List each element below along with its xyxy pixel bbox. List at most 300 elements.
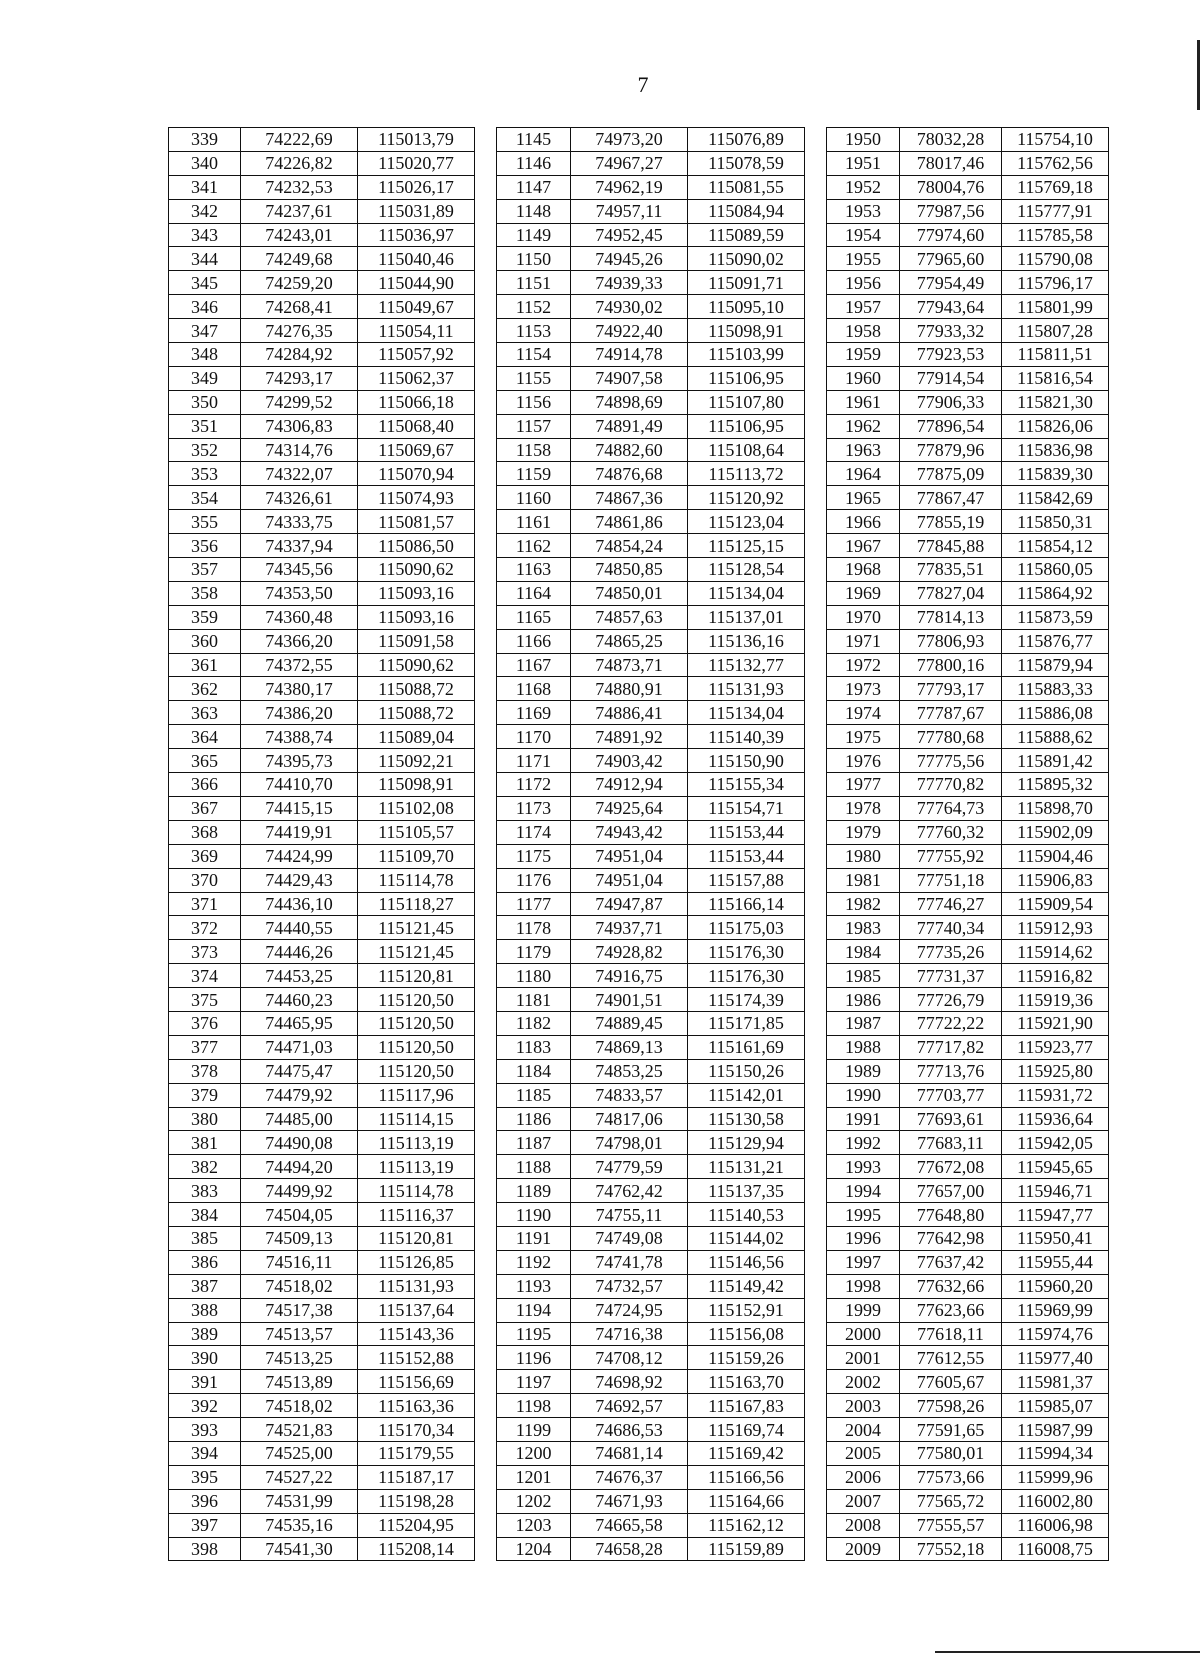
- point-number-cell: 364: [169, 725, 241, 749]
- point-number-cell: 1197: [497, 1370, 571, 1394]
- point-number-cell: 1176: [497, 868, 571, 892]
- x-coordinate-cell: 77703,77: [900, 1083, 1002, 1107]
- point-number-cell: 1969: [827, 581, 900, 605]
- x-coordinate-cell: 77573,66: [900, 1465, 1002, 1489]
- x-coordinate-cell: 77845,88: [900, 534, 1002, 558]
- y-coordinate-cell: 115098,91: [688, 319, 805, 343]
- x-coordinate-cell: 77565,72: [900, 1489, 1002, 1513]
- x-coordinate-cell: 74386,20: [241, 701, 358, 725]
- x-coordinate-cell: 77814,13: [900, 605, 1002, 629]
- y-coordinate-cell: 115987,99: [1002, 1418, 1109, 1442]
- x-coordinate-cell: 74867,36: [571, 486, 688, 510]
- point-number-cell: 1986: [827, 988, 900, 1012]
- x-coordinate-cell: 77605,67: [900, 1370, 1002, 1394]
- x-coordinate-cell: 74415,15: [241, 796, 358, 820]
- y-coordinate-cell: 116006,98: [1002, 1513, 1109, 1537]
- x-coordinate-cell: 74531,99: [241, 1489, 358, 1513]
- x-coordinate-cell: 77775,56: [900, 749, 1002, 773]
- point-number-cell: 1966: [827, 510, 900, 534]
- table-row: [169, 1131, 1109, 1155]
- table-row: [169, 1274, 1109, 1298]
- x-coordinate-cell: 74465,95: [241, 1011, 358, 1035]
- point-number-cell: 1997: [827, 1250, 900, 1274]
- point-number-cell: 1148: [497, 199, 571, 223]
- x-coordinate-cell: 77623,66: [900, 1298, 1002, 1322]
- point-number-cell: 354: [169, 486, 241, 510]
- point-number-cell: 1156: [497, 390, 571, 414]
- point-number-cell: 1990: [827, 1083, 900, 1107]
- y-coordinate-cell: 115092,21: [358, 749, 475, 773]
- column-group-separator: [805, 1179, 827, 1203]
- point-number-cell: 1173: [497, 796, 571, 820]
- x-coordinate-cell: 74967,27: [571, 151, 688, 175]
- column-group-separator: [805, 1537, 827, 1561]
- point-number-cell: 370: [169, 868, 241, 892]
- column-group-separator: [805, 892, 827, 916]
- y-coordinate-cell: 115120,50: [358, 1011, 475, 1035]
- column-group-separator: [475, 725, 497, 749]
- y-coordinate-cell: 115864,92: [1002, 581, 1109, 605]
- point-number-cell: 1952: [827, 175, 900, 199]
- point-number-cell: 1985: [827, 964, 900, 988]
- point-number-cell: 1184: [497, 1059, 571, 1083]
- y-coordinate-cell: 115969,99: [1002, 1298, 1109, 1322]
- y-coordinate-cell: 115204,95: [358, 1513, 475, 1537]
- y-coordinate-cell: 115854,12: [1002, 534, 1109, 558]
- point-number-cell: 369: [169, 844, 241, 868]
- x-coordinate-cell: 78004,76: [900, 175, 1002, 199]
- column-group-separator: [805, 964, 827, 988]
- table-row: [169, 223, 1109, 247]
- column-group-separator: [475, 1370, 497, 1394]
- y-coordinate-cell: 115031,89: [358, 199, 475, 223]
- point-number-cell: 342: [169, 199, 241, 223]
- x-coordinate-cell: 74755,11: [571, 1203, 688, 1227]
- column-group-separator: [475, 581, 497, 605]
- y-coordinate-cell: 115066,18: [358, 390, 475, 414]
- point-number-cell: 1976: [827, 749, 900, 773]
- y-coordinate-cell: 115176,30: [688, 940, 805, 964]
- y-coordinate-cell: 115117,96: [358, 1083, 475, 1107]
- point-number-cell: 1964: [827, 462, 900, 486]
- y-coordinate-cell: 115161,69: [688, 1035, 805, 1059]
- page-number: 7: [637, 72, 649, 97]
- point-number-cell: 1172: [497, 773, 571, 797]
- point-number-cell: 1200: [497, 1441, 571, 1465]
- y-coordinate-cell: 115126,85: [358, 1250, 475, 1274]
- y-coordinate-cell: 115169,74: [688, 1418, 805, 1442]
- y-coordinate-cell: 115036,97: [358, 223, 475, 247]
- y-coordinate-cell: 115062,37: [358, 366, 475, 390]
- x-coordinate-cell: 74817,06: [571, 1107, 688, 1131]
- column-group-separator: [805, 868, 827, 892]
- point-number-cell: 1155: [497, 366, 571, 390]
- table-row: [169, 438, 1109, 462]
- y-coordinate-cell: 115120,81: [358, 1226, 475, 1250]
- table-row: [169, 558, 1109, 582]
- x-coordinate-cell: 74850,01: [571, 581, 688, 605]
- y-coordinate-cell: 116002,80: [1002, 1489, 1109, 1513]
- table-row: [169, 629, 1109, 653]
- y-coordinate-cell: 115891,42: [1002, 749, 1109, 773]
- y-coordinate-cell: 115149,42: [688, 1274, 805, 1298]
- column-group-separator: [805, 438, 827, 462]
- point-number-cell: 1972: [827, 653, 900, 677]
- column-group-separator: [475, 151, 497, 175]
- point-number-cell: 1181: [497, 988, 571, 1012]
- y-coordinate-cell: 115176,30: [688, 964, 805, 988]
- y-coordinate-cell: 115078,59: [688, 151, 805, 175]
- column-group-separator: [475, 1250, 497, 1274]
- y-coordinate-cell: 115999,96: [1002, 1465, 1109, 1489]
- y-coordinate-cell: 115118,27: [358, 892, 475, 916]
- x-coordinate-cell: 74698,92: [571, 1370, 688, 1394]
- column-group-separator: [805, 773, 827, 797]
- column-group-separator: [805, 1011, 827, 1035]
- y-coordinate-cell: 115955,44: [1002, 1250, 1109, 1274]
- x-coordinate-cell: 74928,82: [571, 940, 688, 964]
- y-coordinate-cell: 115785,58: [1002, 223, 1109, 247]
- point-number-cell: 1186: [497, 1107, 571, 1131]
- x-coordinate-cell: 77987,56: [900, 199, 1002, 223]
- x-coordinate-cell: 77740,34: [900, 916, 1002, 940]
- table-row: [169, 390, 1109, 414]
- point-number-cell: 366: [169, 773, 241, 797]
- column-group-separator: [805, 319, 827, 343]
- y-coordinate-cell: 115134,04: [688, 581, 805, 605]
- y-coordinate-cell: 115156,08: [688, 1322, 805, 1346]
- y-coordinate-cell: 115950,41: [1002, 1226, 1109, 1250]
- x-coordinate-cell: 77914,54: [900, 366, 1002, 390]
- point-number-cell: 1187: [497, 1131, 571, 1155]
- point-number-cell: 1983: [827, 916, 900, 940]
- y-coordinate-cell: 115069,67: [358, 438, 475, 462]
- table-row: [169, 1418, 1109, 1442]
- y-coordinate-cell: 115167,83: [688, 1394, 805, 1418]
- y-coordinate-cell: 115120,50: [358, 988, 475, 1012]
- x-coordinate-cell: 74865,25: [571, 629, 688, 653]
- point-number-cell: 1957: [827, 295, 900, 319]
- point-number-cell: 1189: [497, 1179, 571, 1203]
- x-coordinate-cell: 74419,91: [241, 820, 358, 844]
- point-number-cell: 1146: [497, 151, 571, 175]
- y-coordinate-cell: 115106,95: [688, 366, 805, 390]
- table-row: [169, 605, 1109, 629]
- x-coordinate-cell: 74232,53: [241, 175, 358, 199]
- y-coordinate-cell: 115919,36: [1002, 988, 1109, 1012]
- column-group-separator: [475, 629, 497, 653]
- y-coordinate-cell: 115098,91: [358, 773, 475, 797]
- y-coordinate-cell: 115171,85: [688, 1011, 805, 1035]
- column-group-separator: [805, 1226, 827, 1250]
- x-coordinate-cell: 74681,14: [571, 1441, 688, 1465]
- column-group-separator: [475, 199, 497, 223]
- point-number-cell: 395: [169, 1465, 241, 1489]
- point-number-cell: 1182: [497, 1011, 571, 1035]
- x-coordinate-cell: 74226,82: [241, 151, 358, 175]
- column-group-separator: [475, 223, 497, 247]
- column-group-separator: [475, 773, 497, 797]
- x-coordinate-cell: 74268,41: [241, 295, 358, 319]
- y-coordinate-cell: 115879,94: [1002, 653, 1109, 677]
- column-group-separator: [475, 988, 497, 1012]
- x-coordinate-cell: 74876,68: [571, 462, 688, 486]
- point-number-cell: 1192: [497, 1250, 571, 1274]
- x-coordinate-cell: 77974,60: [900, 223, 1002, 247]
- y-coordinate-cell: 115974,76: [1002, 1322, 1109, 1346]
- y-coordinate-cell: 115114,78: [358, 868, 475, 892]
- column-group-separator: [475, 1274, 497, 1298]
- y-coordinate-cell: 115146,56: [688, 1250, 805, 1274]
- column-group-separator: [805, 151, 827, 175]
- column-group-separator: [805, 1370, 827, 1394]
- point-number-cell: 1995: [827, 1203, 900, 1227]
- x-coordinate-cell: 74833,57: [571, 1083, 688, 1107]
- column-group-separator: [805, 677, 827, 701]
- column-group-separator: [805, 725, 827, 749]
- x-coordinate-cell: 74314,76: [241, 438, 358, 462]
- x-coordinate-cell: 74237,61: [241, 199, 358, 223]
- x-coordinate-cell: 74947,87: [571, 892, 688, 916]
- x-coordinate-cell: 74916,75: [571, 964, 688, 988]
- y-coordinate-cell: 115136,16: [688, 629, 805, 653]
- point-number-cell: 1160: [497, 486, 571, 510]
- y-coordinate-cell: 115886,08: [1002, 701, 1109, 725]
- point-number-cell: 1956: [827, 271, 900, 295]
- y-coordinate-cell: 115143,36: [358, 1322, 475, 1346]
- x-coordinate-cell: 74943,42: [571, 820, 688, 844]
- x-coordinate-cell: 74499,92: [241, 1179, 358, 1203]
- point-number-cell: 1169: [497, 701, 571, 725]
- point-number-cell: 374: [169, 964, 241, 988]
- point-number-cell: 2006: [827, 1465, 900, 1489]
- x-coordinate-cell: 74945,26: [571, 247, 688, 271]
- point-number-cell: 1191: [497, 1226, 571, 1250]
- y-coordinate-cell: 115898,70: [1002, 796, 1109, 820]
- column-group-separator: [805, 558, 827, 582]
- x-coordinate-cell: 74952,45: [571, 223, 688, 247]
- y-coordinate-cell: 115175,03: [688, 916, 805, 940]
- point-number-cell: 1962: [827, 414, 900, 438]
- y-coordinate-cell: 115155,34: [688, 773, 805, 797]
- point-number-cell: 372: [169, 916, 241, 940]
- column-group-separator: [475, 1083, 497, 1107]
- table-row: [169, 892, 1109, 916]
- table-row: [169, 1346, 1109, 1370]
- point-number-cell: 397: [169, 1513, 241, 1537]
- column-group-separator: [805, 1274, 827, 1298]
- x-coordinate-cell: 77867,47: [900, 486, 1002, 510]
- column-group-separator: [805, 128, 827, 152]
- point-number-cell: 1993: [827, 1155, 900, 1179]
- column-group-separator: [805, 844, 827, 868]
- table-row: [169, 796, 1109, 820]
- column-group-separator: [805, 271, 827, 295]
- y-coordinate-cell: 115103,99: [688, 343, 805, 367]
- column-group-separator: [805, 390, 827, 414]
- y-coordinate-cell: 115125,15: [688, 534, 805, 558]
- x-coordinate-cell: 74326,61: [241, 486, 358, 510]
- column-group-separator: [475, 1465, 497, 1489]
- x-coordinate-cell: 74259,20: [241, 271, 358, 295]
- point-number-cell: 362: [169, 677, 241, 701]
- y-coordinate-cell: 115914,62: [1002, 940, 1109, 964]
- point-number-cell: 363: [169, 701, 241, 725]
- x-coordinate-cell: 74925,64: [571, 796, 688, 820]
- point-number-cell: 341: [169, 175, 241, 199]
- x-coordinate-cell: 74436,10: [241, 892, 358, 916]
- point-number-cell: 1177: [497, 892, 571, 916]
- x-coordinate-cell: 74513,57: [241, 1322, 358, 1346]
- x-coordinate-cell: 77806,93: [900, 629, 1002, 653]
- y-coordinate-cell: 115093,16: [358, 581, 475, 605]
- table-row: [169, 581, 1109, 605]
- y-coordinate-cell: 115981,37: [1002, 1370, 1109, 1394]
- x-coordinate-cell: 74440,55: [241, 916, 358, 940]
- y-coordinate-cell: 115128,54: [688, 558, 805, 582]
- point-number-cell: 1994: [827, 1179, 900, 1203]
- x-coordinate-cell: 74907,58: [571, 366, 688, 390]
- table-row: [169, 1250, 1109, 1274]
- x-coordinate-cell: 77755,92: [900, 844, 1002, 868]
- column-group-separator: [475, 1298, 497, 1322]
- y-coordinate-cell: 115977,40: [1002, 1346, 1109, 1370]
- column-group-separator: [805, 653, 827, 677]
- column-group-separator: [475, 1107, 497, 1131]
- table-row: [169, 916, 1109, 940]
- x-coordinate-cell: 74366,20: [241, 629, 358, 653]
- column-group-separator: [805, 1513, 827, 1537]
- y-coordinate-cell: 115994,34: [1002, 1441, 1109, 1465]
- x-coordinate-cell: 74337,94: [241, 534, 358, 558]
- point-number-cell: 368: [169, 820, 241, 844]
- point-number-cell: 393: [169, 1418, 241, 1442]
- table-row: [169, 844, 1109, 868]
- y-coordinate-cell: 115153,44: [688, 820, 805, 844]
- point-number-cell: 1171: [497, 749, 571, 773]
- y-coordinate-cell: 115925,80: [1002, 1059, 1109, 1083]
- x-coordinate-cell: 77787,67: [900, 701, 1002, 725]
- point-number-cell: 1178: [497, 916, 571, 940]
- column-group-separator: [475, 1346, 497, 1370]
- y-coordinate-cell: 115156,69: [358, 1370, 475, 1394]
- point-number-cell: 1158: [497, 438, 571, 462]
- y-coordinate-cell: 116008,75: [1002, 1537, 1109, 1561]
- y-coordinate-cell: 115116,37: [358, 1203, 475, 1227]
- x-coordinate-cell: 77735,26: [900, 940, 1002, 964]
- y-coordinate-cell: 115093,16: [358, 605, 475, 629]
- x-coordinate-cell: 74889,45: [571, 1011, 688, 1035]
- x-coordinate-cell: 74658,28: [571, 1537, 688, 1561]
- column-group-separator: [475, 128, 497, 152]
- table-row: [169, 1465, 1109, 1489]
- y-coordinate-cell: 115873,59: [1002, 605, 1109, 629]
- y-coordinate-cell: 115040,46: [358, 247, 475, 271]
- column-group-separator: [805, 1035, 827, 1059]
- column-group-separator: [805, 701, 827, 725]
- column-group-separator: [475, 1035, 497, 1059]
- x-coordinate-cell: 77693,61: [900, 1107, 1002, 1131]
- y-coordinate-cell: 115108,64: [688, 438, 805, 462]
- column-group-separator: [805, 534, 827, 558]
- y-coordinate-cell: 115931,72: [1002, 1083, 1109, 1107]
- y-coordinate-cell: 115088,72: [358, 701, 475, 725]
- point-number-cell: 398: [169, 1537, 241, 1561]
- table-row: [169, 701, 1109, 725]
- x-coordinate-cell: 74471,03: [241, 1035, 358, 1059]
- x-coordinate-cell: 77722,22: [900, 1011, 1002, 1035]
- table-row: [169, 486, 1109, 510]
- x-coordinate-cell: 77672,08: [900, 1155, 1002, 1179]
- table-row: [169, 366, 1109, 390]
- x-coordinate-cell: 74345,56: [241, 558, 358, 582]
- column-group-separator: [475, 175, 497, 199]
- y-coordinate-cell: 115826,06: [1002, 414, 1109, 438]
- x-coordinate-cell: 77855,19: [900, 510, 1002, 534]
- y-coordinate-cell: 115936,64: [1002, 1107, 1109, 1131]
- column-group-separator: [805, 414, 827, 438]
- column-group-separator: [805, 223, 827, 247]
- y-coordinate-cell: 115089,04: [358, 725, 475, 749]
- y-coordinate-cell: 115801,99: [1002, 295, 1109, 319]
- point-number-cell: 1179: [497, 940, 571, 964]
- column-group-separator: [805, 916, 827, 940]
- y-coordinate-cell: 115821,30: [1002, 390, 1109, 414]
- y-coordinate-cell: 115090,02: [688, 247, 805, 271]
- x-coordinate-cell: 74708,12: [571, 1346, 688, 1370]
- y-coordinate-cell: 115945,65: [1002, 1155, 1109, 1179]
- y-coordinate-cell: 115912,93: [1002, 916, 1109, 940]
- point-number-cell: 1195: [497, 1322, 571, 1346]
- point-number-cell: 1959: [827, 343, 900, 367]
- table-row: [169, 175, 1109, 199]
- point-number-cell: 1201: [497, 1465, 571, 1489]
- y-coordinate-cell: 115095,10: [688, 295, 805, 319]
- column-group-separator: [805, 820, 827, 844]
- point-number-cell: 385: [169, 1226, 241, 1250]
- column-group-separator: [805, 1131, 827, 1155]
- point-number-cell: 375: [169, 988, 241, 1012]
- point-number-cell: 1992: [827, 1131, 900, 1155]
- point-number-cell: 365: [169, 749, 241, 773]
- x-coordinate-cell: 77896,54: [900, 414, 1002, 438]
- point-number-cell: 1981: [827, 868, 900, 892]
- y-coordinate-cell: 115163,36: [358, 1394, 475, 1418]
- point-number-cell: 1180: [497, 964, 571, 988]
- x-coordinate-cell: 74749,08: [571, 1226, 688, 1250]
- point-number-cell: 1149: [497, 223, 571, 247]
- point-number-cell: 377: [169, 1035, 241, 1059]
- y-coordinate-cell: 115170,34: [358, 1418, 475, 1442]
- column-group-separator: [475, 701, 497, 725]
- x-coordinate-cell: 74850,85: [571, 558, 688, 582]
- bottom-rule: [935, 1651, 1200, 1653]
- y-coordinate-cell: 115790,08: [1002, 247, 1109, 271]
- column-group-separator: [475, 1489, 497, 1513]
- column-group-separator: [805, 295, 827, 319]
- x-coordinate-cell: 77764,73: [900, 796, 1002, 820]
- y-coordinate-cell: 115081,57: [358, 510, 475, 534]
- x-coordinate-cell: 74460,23: [241, 988, 358, 1012]
- y-coordinate-cell: 115137,64: [358, 1298, 475, 1322]
- x-coordinate-cell: 74372,55: [241, 653, 358, 677]
- point-number-cell: 1162: [497, 534, 571, 558]
- point-number-cell: 1185: [497, 1083, 571, 1107]
- y-coordinate-cell: 115013,79: [358, 128, 475, 152]
- table-row: [169, 247, 1109, 271]
- x-coordinate-cell: 77598,26: [900, 1394, 1002, 1418]
- column-group-separator: [805, 175, 827, 199]
